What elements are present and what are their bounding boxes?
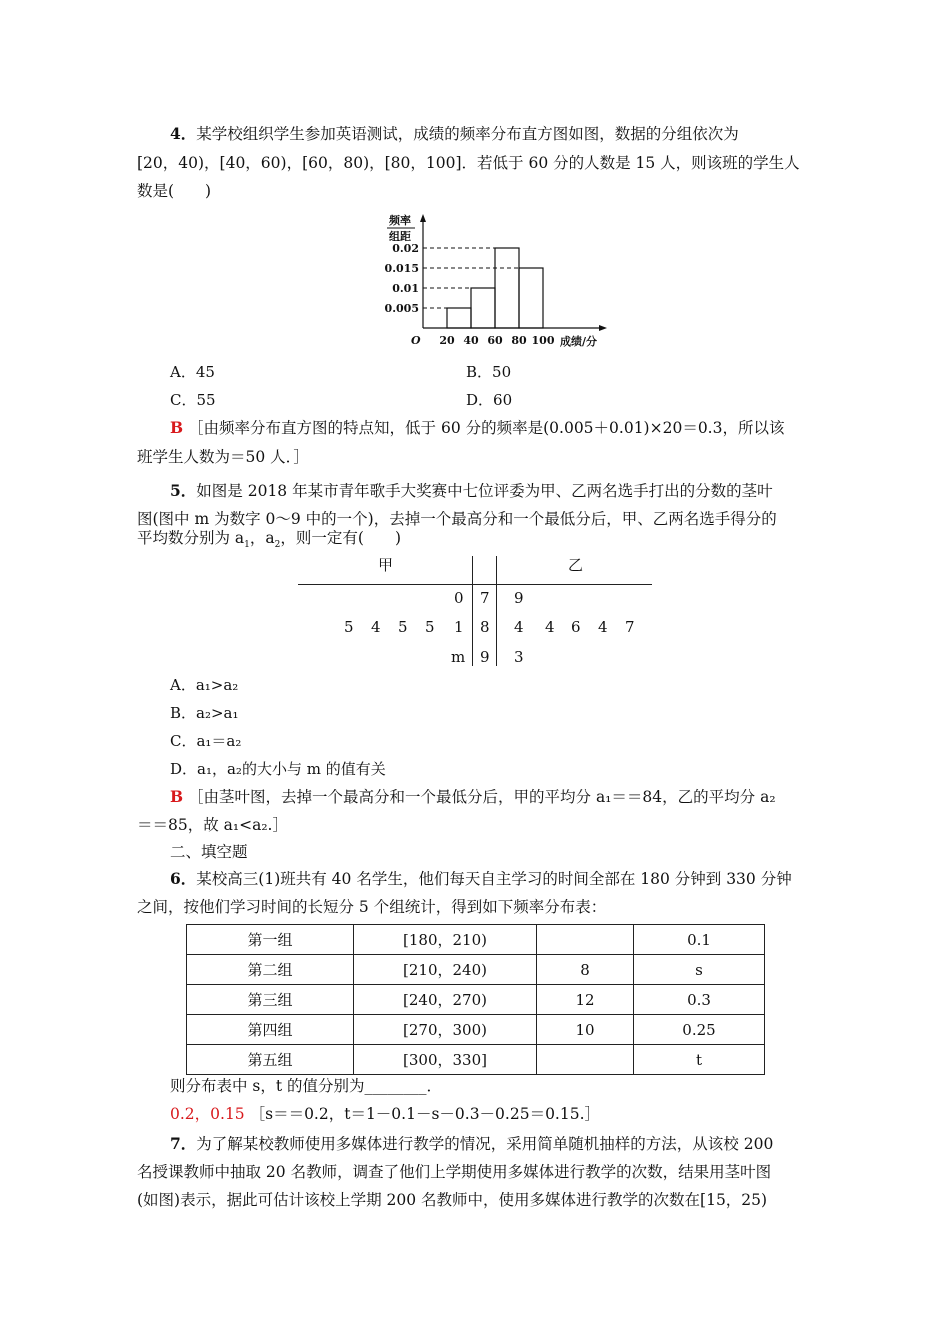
section-heading: 二、填空题 xyxy=(170,843,248,861)
table-cell: 第四组 xyxy=(187,1015,354,1045)
q4-option-c: C．55 xyxy=(170,391,216,409)
q5-option-d: D．a₁，a₂的大小与 m 的值有关 xyxy=(170,760,386,778)
q4-line-2: [20，40)，[40，60)，[60，80)，[80，100]．若低于 60 分的人数是 15 人，则该班的学生人 xyxy=(137,154,800,172)
q4-option-a: A．45 xyxy=(170,363,215,381)
y-tick-label: 0.005 xyxy=(384,302,419,315)
table-cell: 0.3 xyxy=(634,985,765,1015)
q5-explanation-2: ＝＝85，故 a₁<a₂.］ xyxy=(137,816,288,834)
q6-answer: 0.2，0.15 xyxy=(170,1105,245,1123)
leaf-left: 1 xyxy=(454,618,464,636)
x-axis-arrow xyxy=(599,325,607,331)
q7-line-1: 7．为了解某校教师使用多媒体进行教学的情况，采用简单随机抽样的方法，从该校 200 xyxy=(170,1134,774,1153)
histogram-bar xyxy=(471,288,495,328)
origin-label: O xyxy=(411,334,421,347)
table-row xyxy=(187,985,765,1015)
q5-number: 5． xyxy=(170,481,197,500)
table-cell: [300，330] xyxy=(354,1045,537,1075)
stem-header-rule xyxy=(298,584,652,585)
table-cell: 第一组 xyxy=(187,925,354,955)
table-cell: 第五组 xyxy=(187,1045,354,1075)
stem-divider-right xyxy=(496,556,497,666)
q7-line-2: 名授课教师中抽取 20 名教师，调查了他们上学期使用多媒体进行教学的次数，结果用茎叶图 xyxy=(137,1163,772,1181)
x-tick-label: 80 xyxy=(511,334,527,347)
q6-blank-line: 则分布表中 s，t 的值分别为________． xyxy=(170,1077,443,1095)
leaf-left: 0 xyxy=(454,589,464,607)
y-tick-label: 0.01 xyxy=(392,282,419,295)
table-cell: 第三组 xyxy=(187,985,354,1015)
table-row xyxy=(187,1015,765,1045)
q5-line-3: 平均数分别为 $a_1$，$a_2$，则一定有( ) xyxy=(137,529,401,551)
q4-option-b: B．50 xyxy=(466,363,512,381)
q5-option-a: A．a₁>a₂ xyxy=(170,676,239,694)
x-tick-label: 40 xyxy=(463,334,479,347)
q7-number: 7． xyxy=(170,1134,197,1153)
q4-option-d: D．60 xyxy=(466,391,513,409)
leaf-left: 5 xyxy=(425,618,435,636)
table-cell xyxy=(537,1045,634,1075)
q6-line-1: 6．某校高三(1)班共有 40 名学生，他们每天自主学习的时间全部在 180 分钟到 330 分钟 xyxy=(170,869,792,888)
table-row xyxy=(187,955,765,985)
x-tick-label: 20 xyxy=(439,334,455,347)
q5-answer: B xyxy=(170,787,184,806)
stem-value: 8 xyxy=(480,618,490,636)
stem-value: 9 xyxy=(480,648,490,666)
stem-divider-left xyxy=(472,556,473,666)
x-tick-label: 100 xyxy=(531,334,555,347)
histogram-bar xyxy=(447,308,471,328)
leaf-left: m xyxy=(451,648,466,666)
leaf-right: 9 xyxy=(514,589,524,607)
table-cell: s xyxy=(634,955,765,985)
q4-line-3: 数是( ) xyxy=(137,182,212,200)
q5-option-c: C．a₁＝a₂ xyxy=(170,732,242,750)
q5-line-2: 图(图中 m 为数字 0～9 中的一个)，去掉一个最高分和一个最低分后，甲、乙两名选手得分的 xyxy=(137,510,777,528)
y-tick-label: 0.02 xyxy=(392,242,419,255)
stem-right-title: 乙 xyxy=(568,556,584,574)
x-tick-label: 60 xyxy=(487,334,503,347)
q6-explanation: 0.2，0.15 ［s＝＝0.2，t＝1－0.1－s－0.3－0.25＝0.15.］ xyxy=(170,1105,601,1123)
y-axis-arrow xyxy=(420,214,426,222)
q5-option-b: B．a₂>a₁ xyxy=(170,704,239,722)
leaf-right: 7 xyxy=(625,618,635,636)
q4-number: 4． xyxy=(170,124,197,143)
leaf-right: 4 xyxy=(514,618,524,636)
y-label-top: 频率 xyxy=(389,214,411,227)
q5-explanation-1: B ［由茎叶图，去掉一个最高分和一个最低分后，甲的平均分 a₁＝＝84，乙的平均分 a₂ xyxy=(170,787,776,806)
table-cell: 12 xyxy=(537,985,634,1015)
table-row xyxy=(187,1045,765,1075)
table-cell: [270，300) xyxy=(354,1015,537,1045)
q7-line-3: (如图)表示，据此可估计该校上学期 200 名教师中，使用多媒体进行教学的次数在[15，25) xyxy=(137,1191,768,1209)
leaf-right: 4 xyxy=(545,618,555,636)
table-cell: t xyxy=(634,1045,765,1075)
x-axis-label: 成绩/分 xyxy=(560,335,598,348)
leaf-right: 6 xyxy=(571,618,581,636)
table-cell: 10 xyxy=(537,1015,634,1045)
leaf-left: 5 xyxy=(344,618,354,636)
leaf-right: 3 xyxy=(514,648,524,666)
q6-line-2: 之间，按他们学习时间的长短分 5 个组统计，得到如下频率分布表： xyxy=(137,898,607,916)
stem-left-title: 甲 xyxy=(378,556,394,574)
table-cell: 0.1 xyxy=(634,925,765,955)
table-cell: [240，270) xyxy=(354,985,537,1015)
table-row xyxy=(187,925,765,955)
q4-line-1: 4．某学校组织学生参加英语测试，成绩的频率分布直方图如图，数据的分组依次为 xyxy=(170,124,739,143)
leaf-right: 4 xyxy=(598,618,608,636)
y-label-bottom: 组距 xyxy=(389,230,411,243)
table-cell: 8 xyxy=(537,955,634,985)
leaf-left: 4 xyxy=(371,618,381,636)
table-cell: 第二组 xyxy=(187,955,354,985)
frequency-histogram xyxy=(375,210,615,355)
y-tick-label: 0.015 xyxy=(384,262,419,275)
table-cell: [180，210) xyxy=(354,925,537,955)
q4-explanation-1: B ［由频率分布直方图的特点知，低于 60 分的频率是(0.005＋0.01)×20＝0.3，所以该 xyxy=(170,418,785,437)
stem-leaf-plot xyxy=(298,552,654,670)
leaf-left: 5 xyxy=(398,618,408,636)
table-cell xyxy=(537,925,634,955)
stem-value: 7 xyxy=(480,589,490,607)
q4-explanation-2: 班学生人数为＝50 人．］ xyxy=(137,448,309,466)
q5-line-1: 5．如图是 2018 年某市青年歌手大奖赛中七位评委为甲、乙两名选手打出的分数的茎叶 xyxy=(170,481,773,500)
histogram-bar xyxy=(495,248,519,328)
frequency-table xyxy=(186,924,765,1075)
histogram-bar xyxy=(519,268,543,328)
table-cell: [210，240) xyxy=(354,955,537,985)
q6-number: 6． xyxy=(170,869,197,888)
table-cell: 0.25 xyxy=(634,1015,765,1045)
q4-answer: B xyxy=(170,418,184,437)
